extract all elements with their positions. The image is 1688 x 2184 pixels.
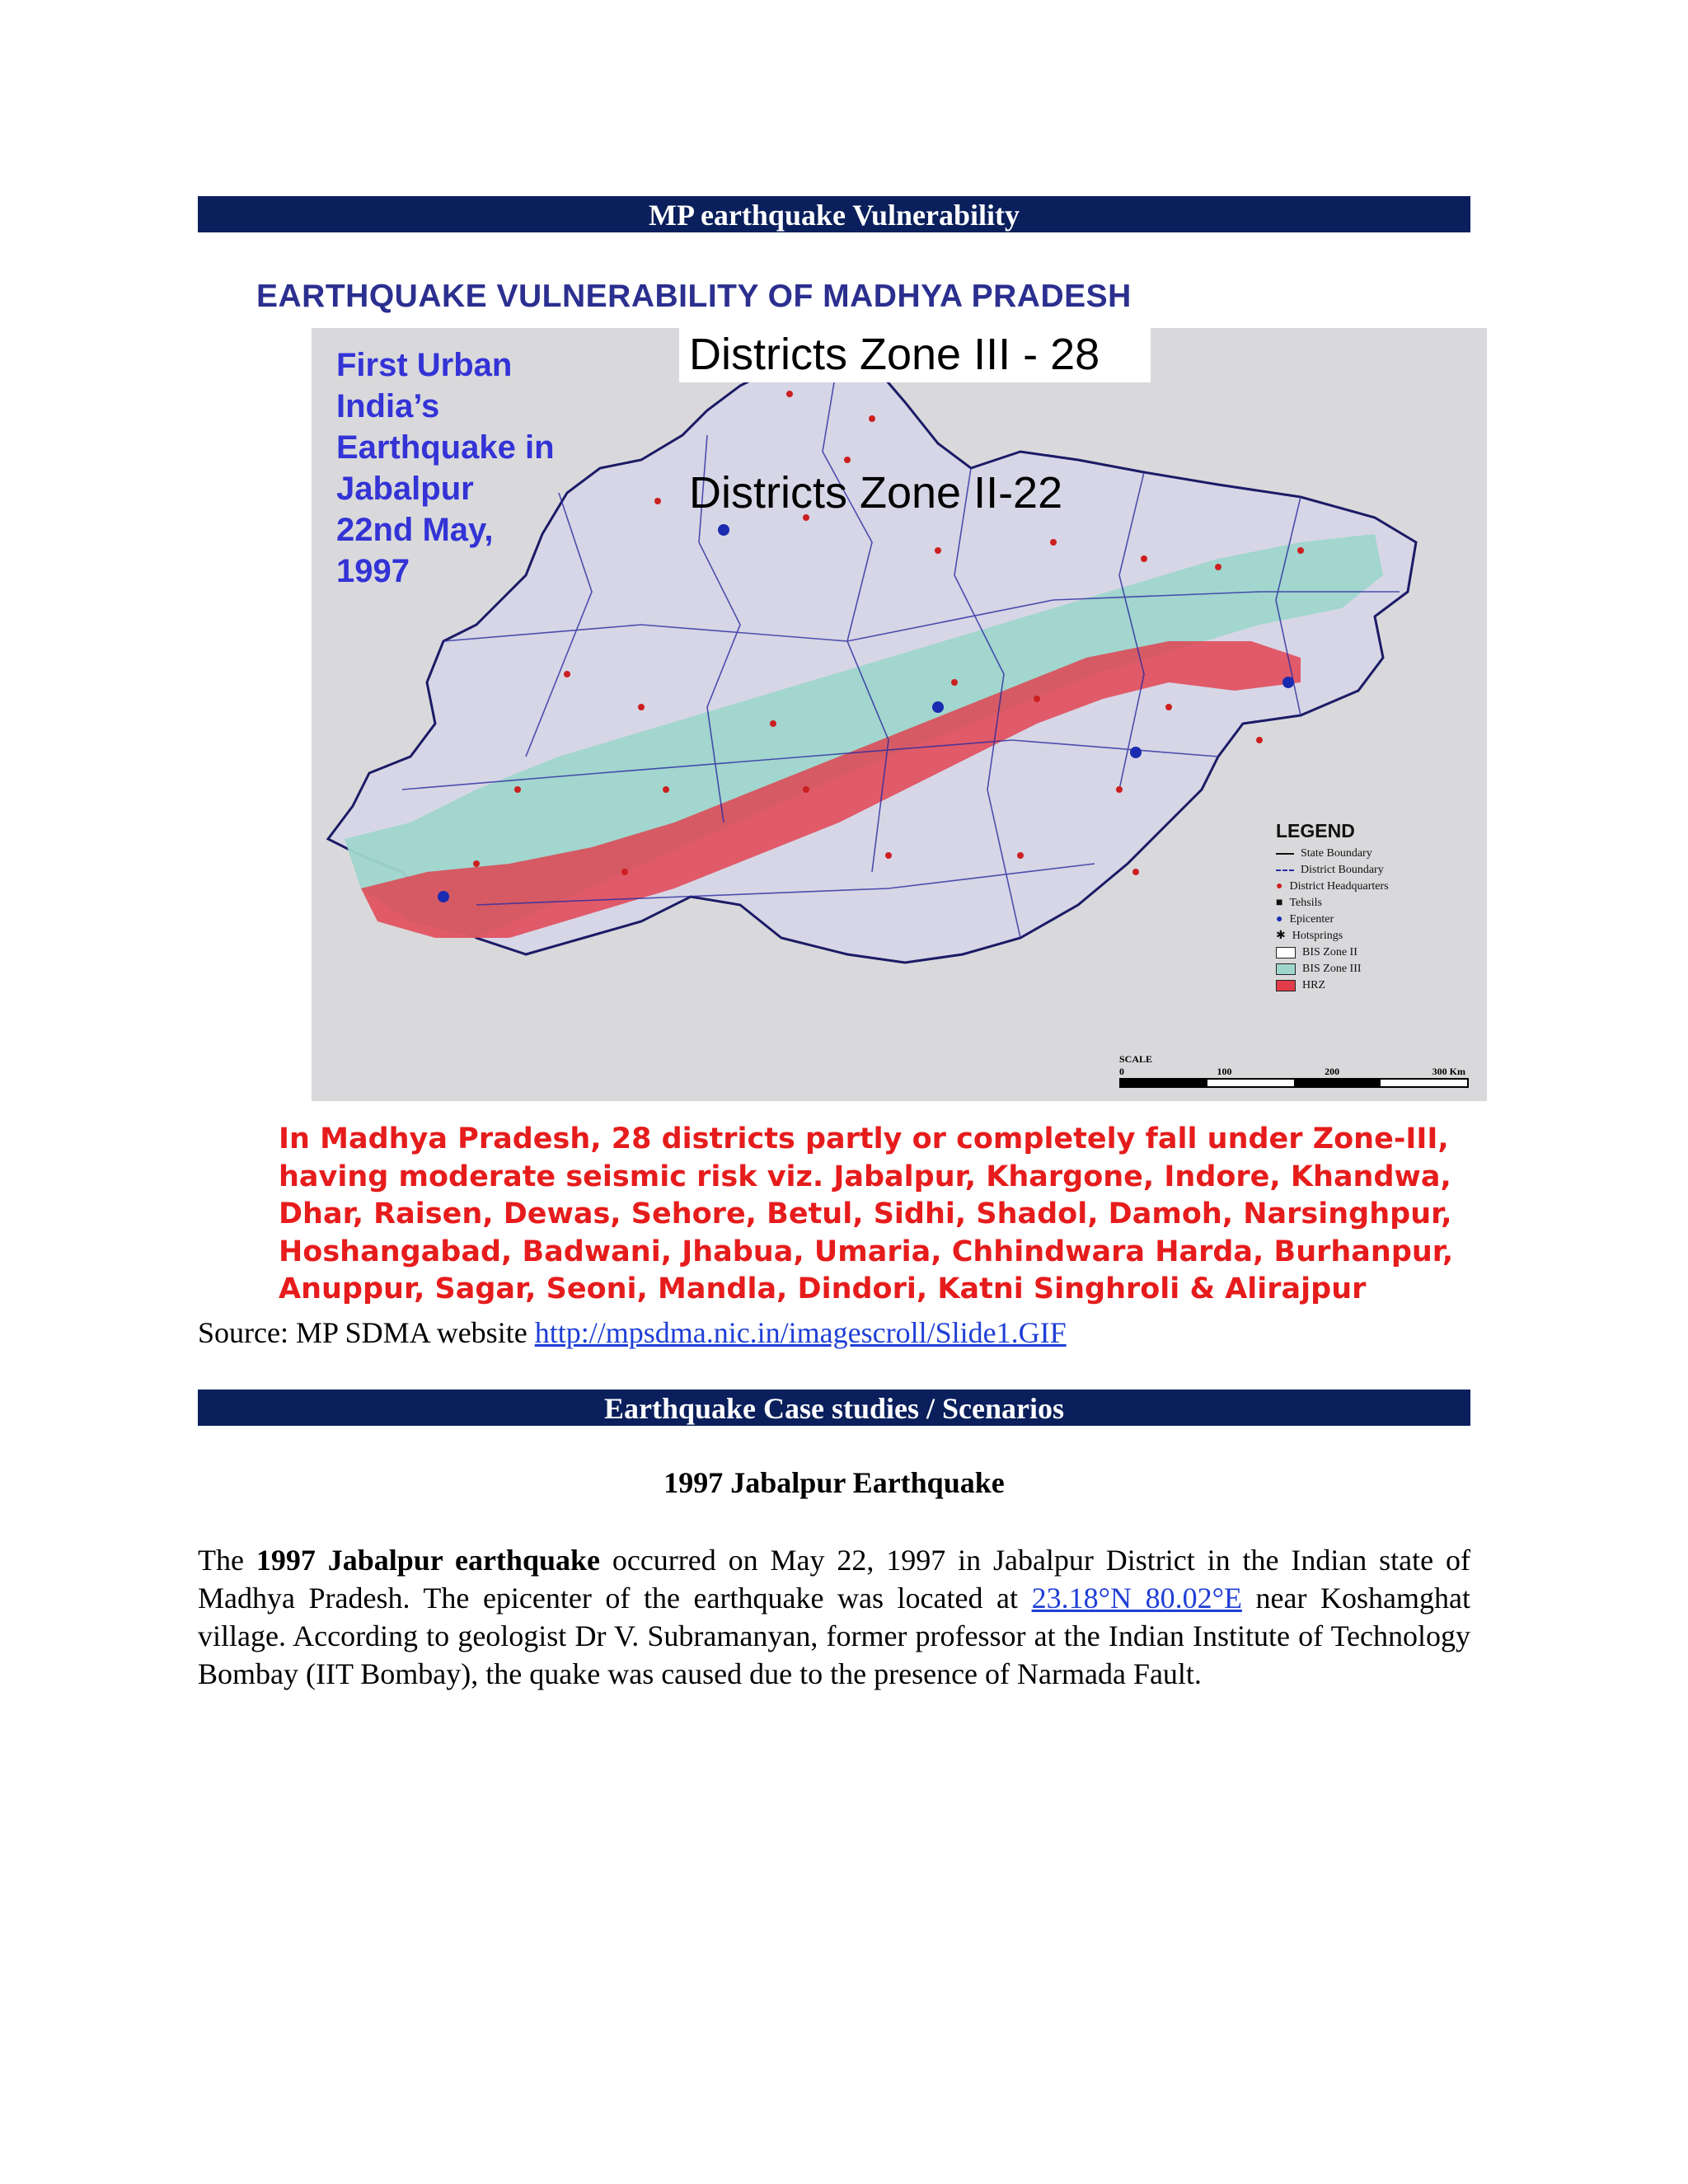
legend-item: State Boundary (1276, 846, 1465, 862)
legend-item: ✱ Hotsprings (1276, 930, 1343, 942)
source-link[interactable]: http://mpsdma.nic.in/imagescroll/Slide1.GIF (534, 1316, 1067, 1349)
coordinates-link[interactable]: 23.18°N 80.02°E (1031, 1582, 1242, 1615)
urban-earthquake-note: First Urban India’s Earthquake in Jabalpur 22nd May, 1997 (336, 347, 555, 589)
section-heading-vulnerability: MP earthquake Vulnerability (198, 196, 1470, 232)
zone-iii-districts-text: In Madhya Pradesh, 28 districts partly or completely fall under Zone-III, having moderate seismic risk viz. Jabalpur, Khargone, Indore, Khandwa, Dhar, Raisen, Dewas, Sehore, Betul, Sidhi, Shadol, Damoh, Narsinghpur, Hoshangabad, Badwani, Jhabua, Umaria, Chhindwara Harda, Burhanpur, Anuppur, Sagar, Seoni, Mandla, Dindori, Katni Singhroli & Alirajpur (279, 1122, 1454, 1305)
zone-iii-label: Districts Zone III - 28 (679, 326, 1151, 382)
legend-item: District Boundary (1276, 862, 1465, 879)
earthquake-map (312, 328, 1487, 1101)
zone-ii-label: Districts Zone II-22 (689, 468, 1063, 518)
legend-item: ■ Tehsils (1276, 897, 1322, 909)
source-label: Source: MP SDMA website (198, 1316, 535, 1349)
legend-item: ● District Headquarters (1276, 880, 1389, 893)
legend-item: HRZ (1276, 977, 1465, 994)
legend-title: LEGEND (1276, 820, 1355, 841)
legend-item: BIS Zone II (1276, 944, 1465, 961)
legend-item: ● Epicenter (1276, 913, 1334, 926)
map-title: EARTHQUAKE VULNERABILITY OF MADHYA PRADESH (256, 279, 1132, 314)
bold-term: 1997 Jabalpur earthquake (256, 1544, 600, 1577)
section-heading-case-studies: Earthquake Case studies / Scenarios (198, 1390, 1470, 1426)
source-line (198, 1315, 1067, 1350)
case-study-title: 1997 Jabalpur Earthquake (663, 1466, 1005, 1499)
map-legend (1276, 820, 1465, 994)
legend-item: BIS Zone III (1276, 961, 1465, 977)
map-scale: SCALE 0 100 200 300 Km (1119, 1053, 1469, 1088)
case-study-paragraph: The 1997 Jabalpur earthquake occurred on May 22, 1997 in Jabalpur District in the Indian state of Madhya Pradesh. The epicenter of the earthquake was located at 23.18°N 80.02°E near Koshamghat village. According to geologist Dr V. Subramanyan, former professor at the Indian Institute of Technology Bombay (IIT Bombay), the quake was caused due to the presence of Narmada Fault. (198, 1544, 1471, 1690)
